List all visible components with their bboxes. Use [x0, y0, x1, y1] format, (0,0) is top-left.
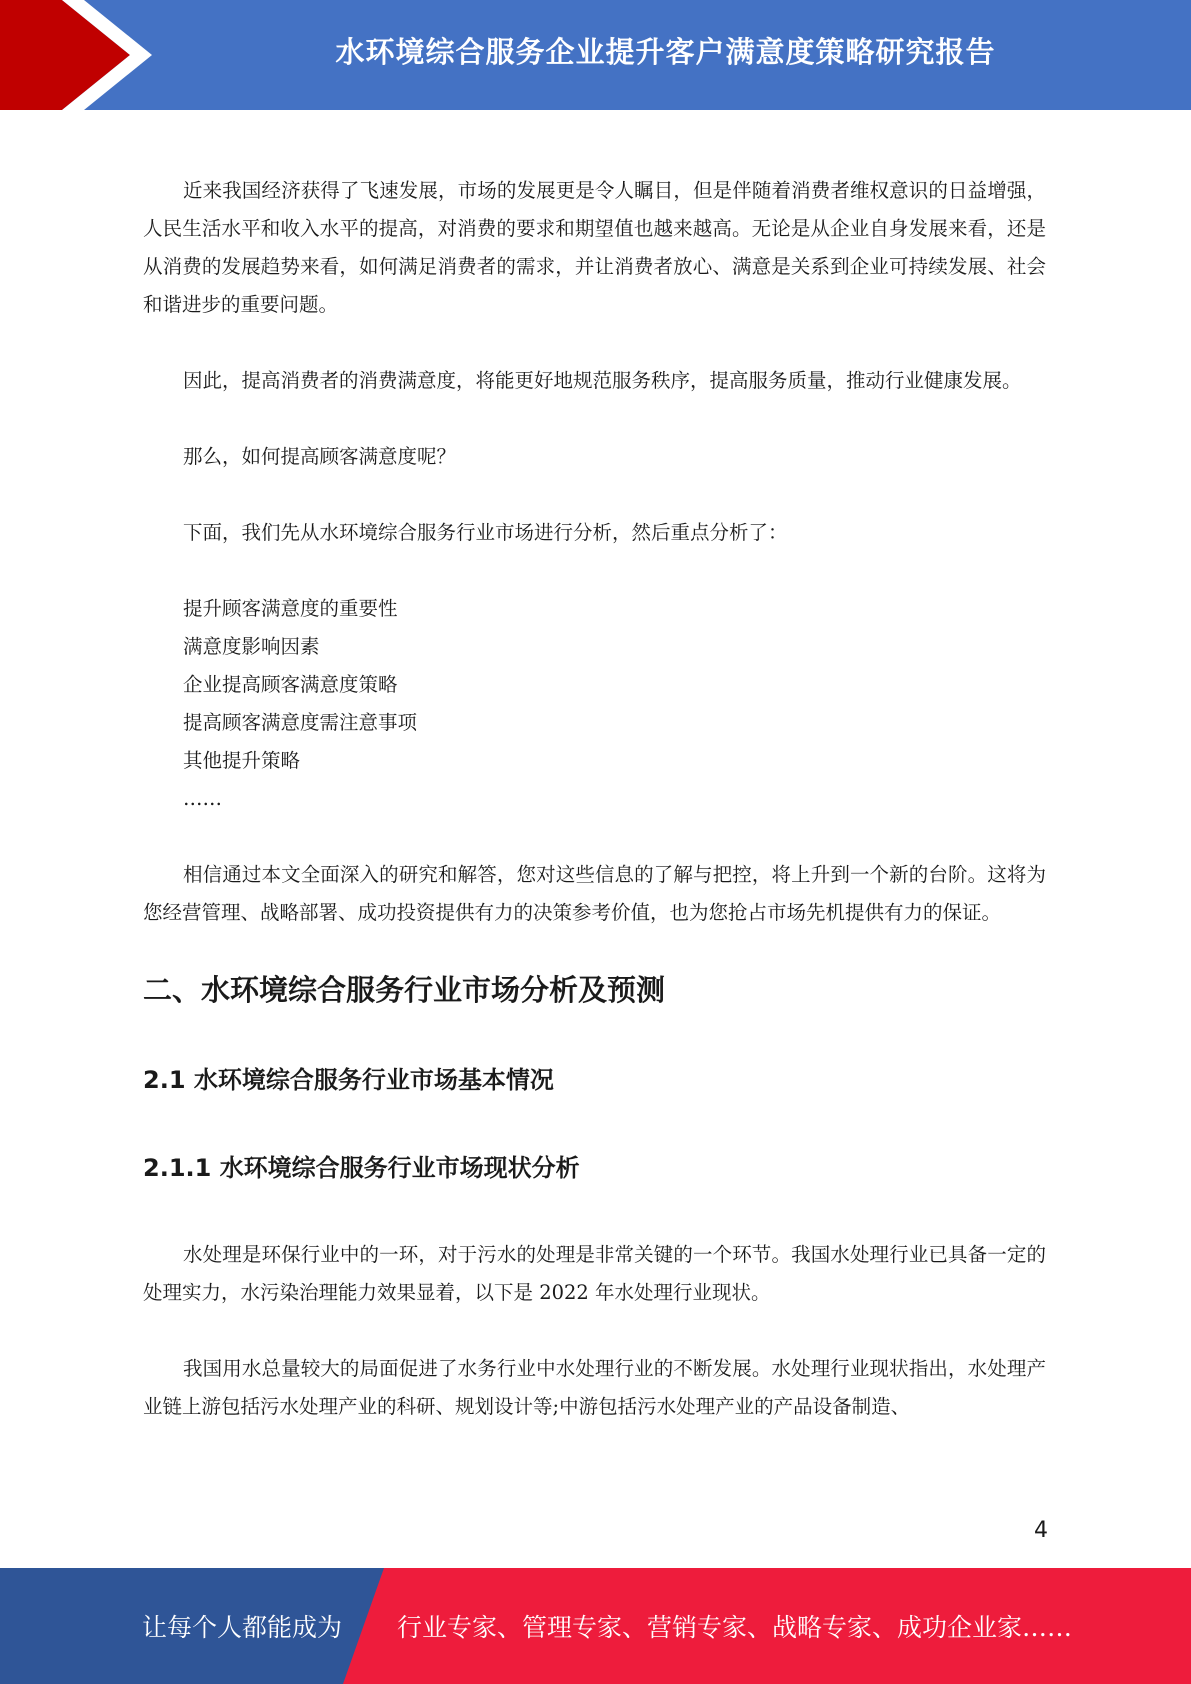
intro-paragraph-1: 近来我国经济获得了飞速发展，市场的发展更是令人瞩目，但是伴随着消费者维权意识的日益增强，人民生活水平和收入水平的提高，对消费的要求和期望值也越来越高。无论是从企业自身发展来看，还是从消费的发展趋势来看，如何满足消费者的需求，并让消费者放心、满意是关系到企业可持续发展、社会和谐进步的重要问题。 [143, 179, 1046, 316]
document-body [143, 172, 1046, 1464]
list-item: 企业提高顾客满意度策略 [183, 673, 398, 696]
page-number: 4 [1034, 1518, 1048, 1543]
footer-slogan-right: 行业专家、管理专家、营销专家、战略专家、成功企业家…… [397, 1613, 1073, 1642]
intro-paragraph-4: 下面，我们先从水环境综合服务行业市场进行分析，然后重点分析了： [183, 521, 788, 544]
list-item: 提升顾客满意度的重要性 [183, 597, 398, 620]
header-banner [0, 0, 1191, 110]
list-item: 其他提升策略 [183, 749, 301, 772]
body-paragraph-1: 水处理是环保行业中的一环，对于污水的处理是非常关键的一个环节。我国水处理行业已具备一定的处理实力，水污染治理能力效果显着，以下是 2022 年水处理行业现状。 [143, 1243, 1046, 1304]
list-item: 满意度影响因素 [183, 635, 320, 658]
intro-paragraph-2: 因此，提高消费者的消费满意度，将能更好地规范服务秩序，提高服务质量，推动行业健康发展。 [183, 369, 1022, 392]
subsubsection-heading: 2.1.1 水环境综合服务行业市场现状分析 [143, 1154, 580, 1182]
intro-paragraph-3: 那么，如何提高顾客满意度呢？ [183, 445, 457, 468]
list-item: 提高顾客满意度需注意事项 [183, 711, 418, 734]
footer-slogan-left: 让每个人都能成为 [142, 1613, 343, 1642]
body-paragraph-2: 我国用水总量较大的局面促进了水务行业中水处理行业的不断发展。水处理行业现状指出，水处理产业链上游包括污水处理产业的科研、规划设计等;中游包括污水处理产业的产品设备制造、 [143, 1357, 1046, 1418]
list-item: …… [183, 787, 222, 810]
section-heading: 二、水环境综合服务行业市场分析及预测 [143, 973, 666, 1007]
closing-paragraph: 相信通过本文全面深入的研究和解答，您对这些信息的了解与把控，将上升到一个新的台阶。这将为您经营管理、战略部署、成功投资提供有力的决策参考价值，也为您抢占市场先机提供有力的保证。 [143, 863, 1046, 924]
subsection-heading: 2.1 水环境综合服务行业市场基本情况 [143, 1066, 554, 1094]
footer-banner [0, 1568, 1191, 1684]
report-title: 水环境综合服务企业提升客户满意度策略研究报告 [335, 34, 996, 69]
topic-list [143, 590, 1046, 818]
